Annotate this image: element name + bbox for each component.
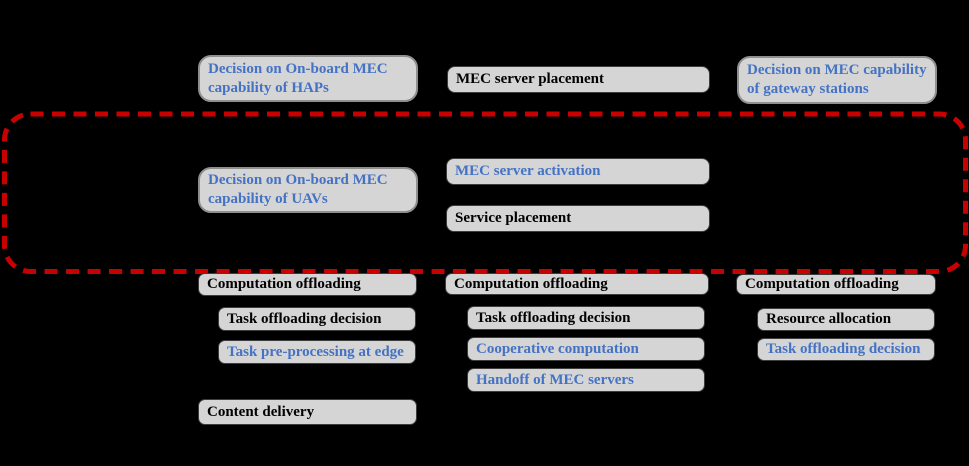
uav-mec-capability-decision-box: Decision on On-board MEC capability of UAVs bbox=[198, 167, 418, 213]
col3-computation-offloading-box: Computation offloading bbox=[736, 274, 936, 295]
col1-computation-offloading-box: Computation offloading bbox=[198, 273, 417, 296]
col3-task-offloading-decision-box: Task offloading decision bbox=[757, 338, 935, 361]
col2-cooperative-computation-box: Cooperative computation bbox=[467, 337, 705, 361]
col1-content-delivery-box: Content delivery bbox=[198, 399, 417, 425]
col2-handoff-mec-servers-box: Handoff of MEC servers bbox=[467, 368, 705, 392]
col3-resource-allocation-box: Resource allocation bbox=[757, 308, 935, 331]
mec-server-placement-box: MEC server placement bbox=[447, 66, 710, 93]
col2-task-offloading-decision-box: Task offloading decision bbox=[467, 306, 705, 330]
mec-server-activation-box: MEC server activation bbox=[446, 158, 710, 185]
service-placement-box: Service placement bbox=[446, 205, 710, 232]
highlight-dashed-rect bbox=[5, 114, 966, 272]
col1-task-offloading-decision-box: Task offloading decision bbox=[218, 307, 416, 331]
gateway-mec-capability-decision-box: Decision on MEC capability of gateway stations bbox=[737, 56, 937, 104]
col1-task-pre-processing-box: Task pre-processing at edge bbox=[218, 340, 416, 364]
hap-mec-capability-decision-box: Decision on On-board MEC capability of HAPs bbox=[198, 55, 418, 102]
col2-computation-offloading-box: Computation offloading bbox=[445, 273, 709, 295]
